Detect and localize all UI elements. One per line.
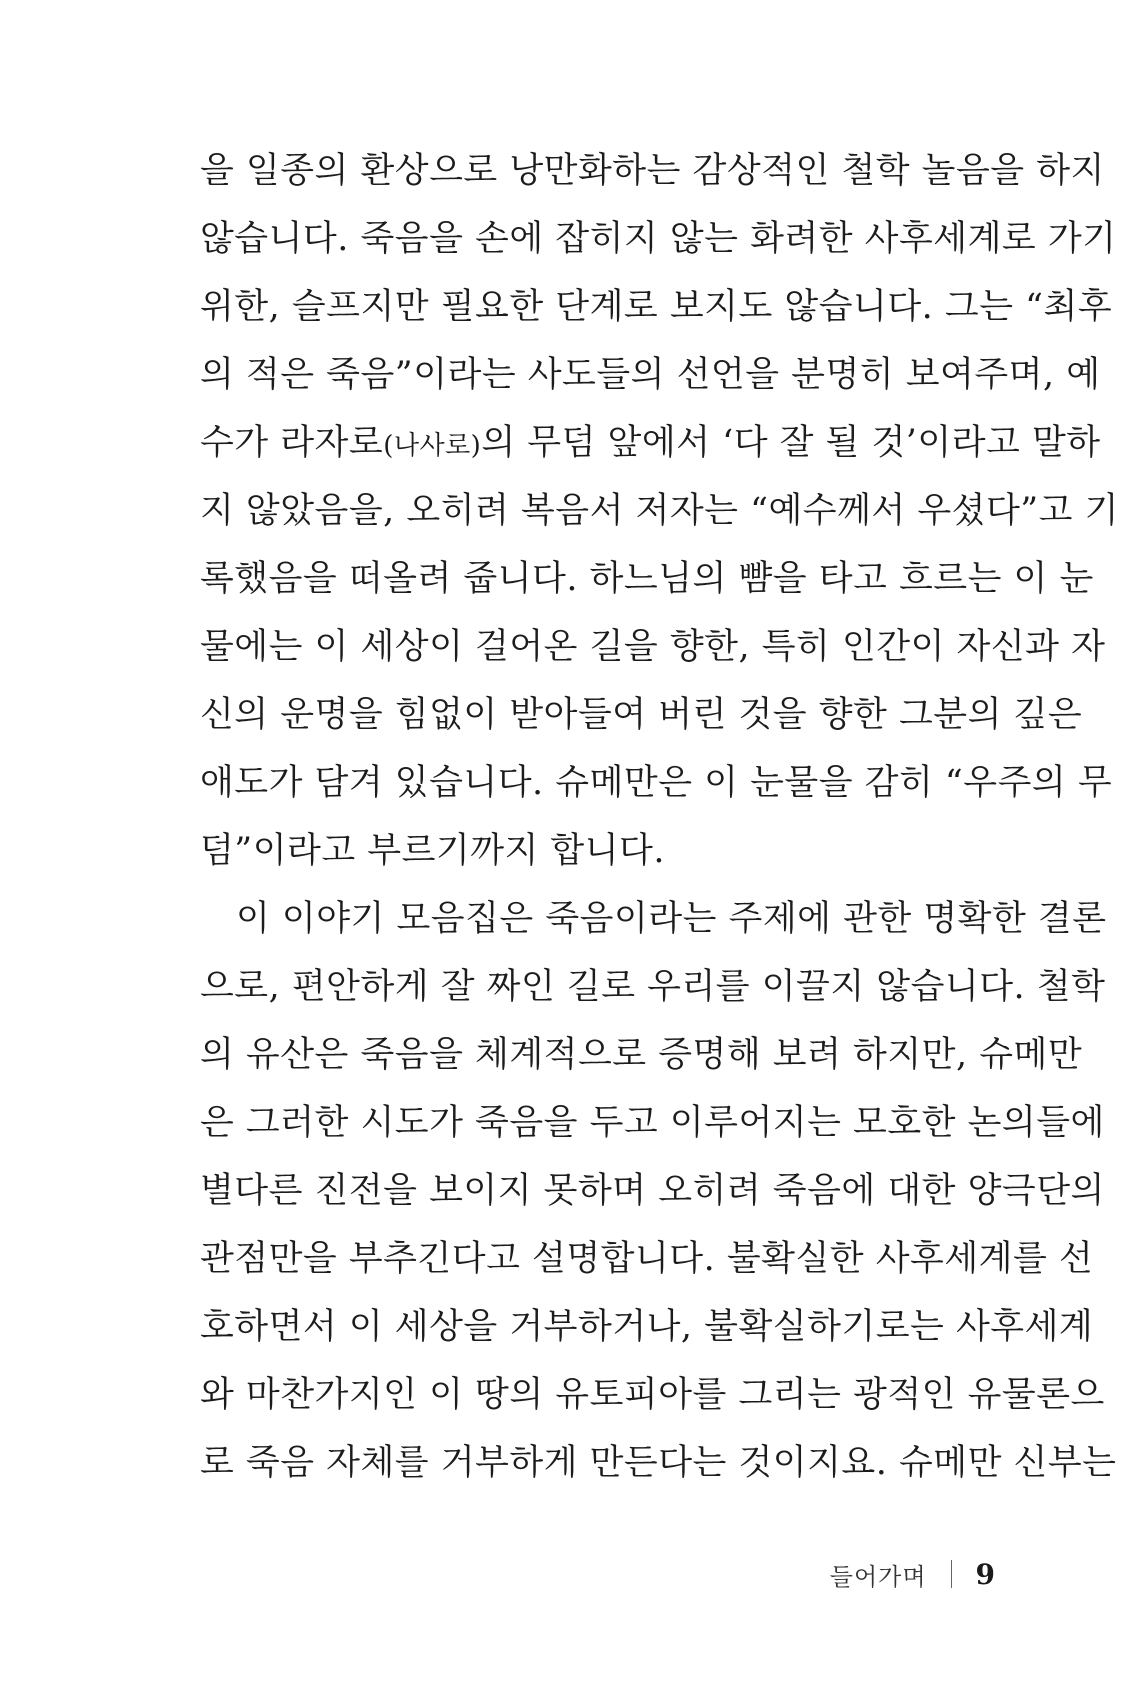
- text-line-12: 이 이야기 모음집은 죽음이라는 주제에 관한 명확한 결론: [236, 899, 1107, 939]
- footer-divider: [951, 1560, 952, 1588]
- text-line-20: 로 죽음 자체를 거부하게 만든다는 것이지요. 슈메만 신부는: [200, 1443, 1117, 1483]
- page-number: 9: [975, 1557, 995, 1591]
- text-line-17: 관점만을 부추긴다고 설명합니다. 불확실한 사후세계를 선: [200, 1239, 1094, 1279]
- text-line-14: 의 유산은 죽음을 체계적으로 증명해 보려 하지만, 슈메만: [200, 1035, 1083, 1075]
- text-line-2: 않습니다. 죽음을 손에 잡히지 않는 화려한 사후세계로 가기: [200, 219, 1117, 259]
- text-line-5-start: 수가 라자로: [200, 423, 384, 463]
- text-line-5: [200, 409, 1101, 477]
- text-line-7: 록했음을 떠올려 줍니다. 하느님의 뺨을 타고 흐르는 이 눈: [200, 559, 1094, 599]
- text-line-5-end: 의 무덤 앞에서 ‘다 잘 될 것’이라고 말하: [481, 423, 1101, 463]
- text-line-4: 의 적은 죽음”이라는 사도들의 선언을 분명히 보여주며, 예: [200, 355, 1101, 395]
- chapter-title: 들어가며: [829, 1562, 927, 1591]
- page-footer: [830, 1552, 995, 1596]
- text-line-16: 별다른 진전을 보이지 못하며 오히려 죽음에 대한 양극단의: [200, 1171, 1105, 1211]
- body-text: [200, 137, 1119, 1497]
- text-line-8: 물에는 이 세상이 걸어온 길을 향한, 특히 인간이 자신과 자: [200, 627, 1106, 667]
- text-line-5-annotation: (나사로): [383, 431, 482, 461]
- text-line-3: 위한, 슬프지만 필요한 단계로 보지도 않습니다. 그는 “최후: [200, 287, 1113, 327]
- text-line-15: 은 그러한 시도가 죽음을 두고 이루어지는 모호한 논의들에: [200, 1103, 1105, 1143]
- text-line-6: 지 않았음을, 오히려 복음서 저자는 “예수께서 우셨다”고 기: [200, 491, 1119, 531]
- text-line-11: 덤”이라고 부르기까지 합니다.: [200, 831, 665, 871]
- text-line-13: 으로, 편안하게 잘 짜인 길로 우리를 이끌지 않습니다. 철학: [200, 967, 1106, 1007]
- text-line-1: 을 일종의 환상으로 낭만화하는 감상적인 철학 놀음을 하지: [200, 151, 1105, 191]
- text-line-19: 와 마찬가지인 이 땅의 유토피아를 그리는 광적인 유물론으: [200, 1375, 1105, 1415]
- text-line-18: 호하면서 이 세상을 거부하거나, 불확실하기로는 사후세계: [200, 1307, 1094, 1347]
- text-line-10: 애도가 담겨 있습니다. 슈메만은 이 눈물을 감히 “우주의 무: [200, 763, 1113, 803]
- text-line-9: 신의 운명을 힘없이 받아들여 버린 것을 향한 그분의 깊은: [200, 695, 1083, 735]
